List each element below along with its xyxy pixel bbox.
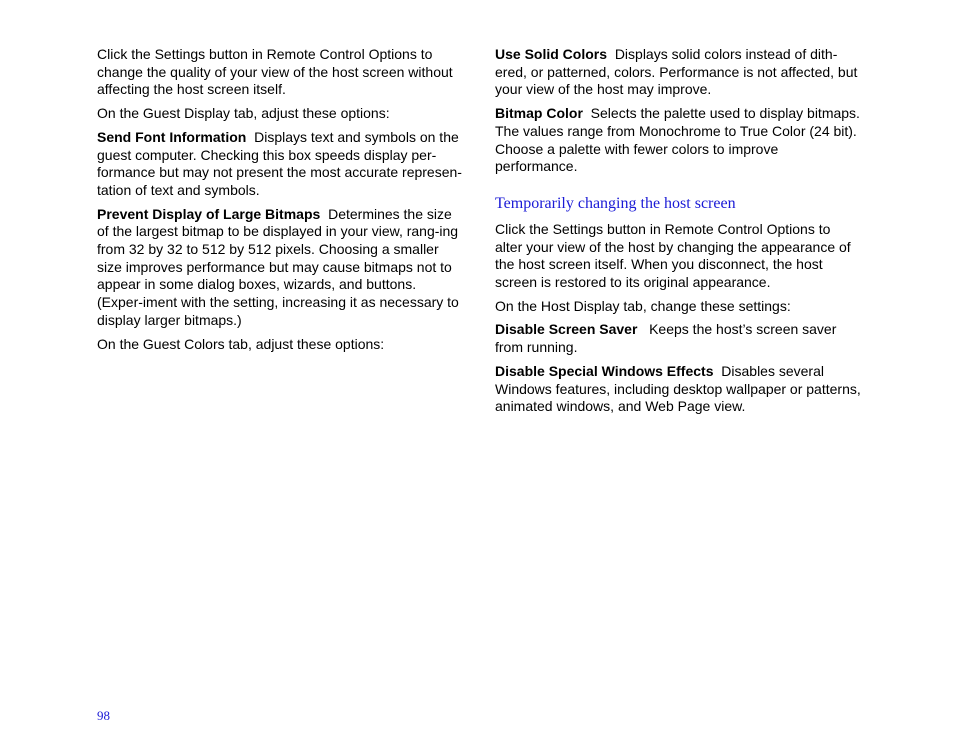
left-column bbox=[97, 46, 463, 359]
right-column bbox=[495, 46, 861, 422]
screen-saver-option bbox=[495, 321, 861, 356]
solid-colors-option bbox=[495, 46, 861, 99]
solid-colors-term: Use Solid Colors bbox=[495, 46, 608, 62]
intro-paragraph: Click the Settings button in Remote Control Options to change the quality of your view of the host screen without affecting the host screen itself. bbox=[97, 46, 453, 98]
page-number: 98 bbox=[97, 708, 110, 723]
send-font-term: Send Font Information bbox=[97, 128, 247, 145]
bitmap-color-term: Bitmap Color bbox=[495, 105, 583, 122]
section-heading: Temporarily changing the host screen bbox=[495, 194, 736, 212]
prevent-bitmaps-option bbox=[97, 206, 463, 330]
bitmap-color-text: Selects the palette used to display bitmaps. The values range from Monochrome to True Color (24 bit). Choose a palette with fewer colors to improve performance. bbox=[495, 105, 860, 175]
screen-saver-text: Keeps the host’s screen saver from running. bbox=[495, 321, 837, 356]
prevent-bitmaps-text: Determines the size of the largest bitmap to be displayed in your view, rang-ing from 32 by 32 to 512 by 512 pixels. Choosing a smaller size improves performance but may cause bitmaps not to appear in some dialog boxes, wizards, and buttons. (Exper-iment with the setting, increasing it as necessary to display larger bitmaps.) bbox=[97, 205, 459, 328]
solid-colors-text: Displays solid colors instead of dith-ered, or patterned, colors. Performance is not affected, but your view of the host may improve. bbox=[495, 46, 858, 98]
windows-effects-option bbox=[495, 363, 861, 416]
host-display-intro: On the Host Display tab, change these settings: bbox=[495, 297, 791, 314]
windows-effects-text: Disables several Windows features, including desktop wallpaper or patterns, animated windows, and Web Page view. bbox=[495, 362, 861, 415]
send-font-text: Displays text and symbols on the guest computer. Checking this box speeds display per-formance but may not present the most accurate represen-tation of text and symbols. bbox=[97, 128, 462, 198]
send-font-option bbox=[97, 129, 463, 200]
prevent-bitmaps-term: Prevent Display of Large Bitmaps bbox=[97, 205, 321, 222]
windows-effects-term: Disable Special Windows Effects bbox=[495, 362, 714, 379]
screen-saver-term: Disable Screen Saver bbox=[495, 321, 638, 338]
section-intro: Click the Settings button in Remote Control Options to alter your view of the host by changing the appearance of the host screen itself. When you disconnect, the host screen is restored to its original appearance. bbox=[495, 220, 851, 291]
guest-display-intro: On the Guest Display tab, adjust these options: bbox=[97, 105, 390, 122]
guest-colors-intro: On the Guest Colors tab, adjust these options: bbox=[97, 335, 385, 352]
bitmap-color-option bbox=[495, 105, 861, 176]
